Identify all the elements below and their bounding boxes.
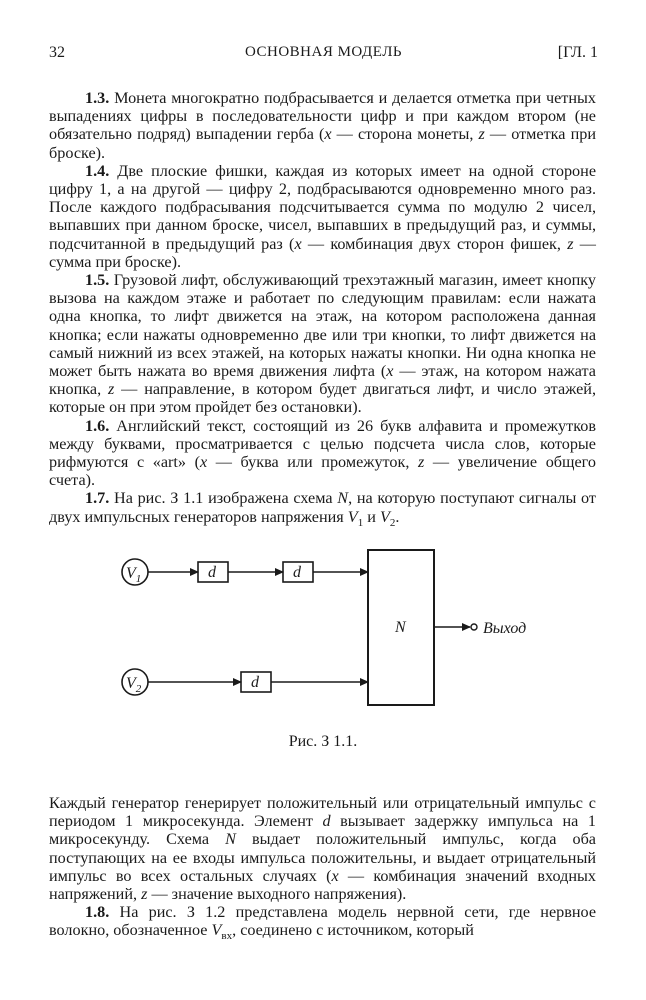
problem-1-7-continued: Каждый генератор генерирует положительный или отрицательный импульс с периодом 1 микросекунда. Элемент d вызывает задержку импульса на 1 микросекунду. Схема N выдает положительный импульс, когда оба поступающих на ее входы импульса положительны, и выдает отрицательный импульс во всех остальных случаях (x — комбинация значений входных напряжений, z — значение выходного напряжения). (49, 794, 596, 904)
text-block-bottom (49, 794, 596, 943)
output-terminal (471, 624, 477, 630)
page-header (49, 44, 598, 66)
output-label: Выход (483, 620, 527, 637)
delay-label: d (251, 674, 259, 691)
delay-label: d (208, 564, 216, 581)
problem-number: 1.6. (85, 416, 110, 435)
figure-caption: Рис. З 1.1. (288, 733, 358, 750)
problem-1-4: 1.4. Две плоские фишки, каждая из которых имеет на одной стороне цифру 1, а на другой — цифру 2, подбрасываются одновременно много раз. После каждого подбрасывания подсчитывается сумма по модулю 2 чисел, выпавших при данном броске, чисел, выпавших в предыдущий раз, и суммы, подсчитанной в предыдущий раз (x — комбинация двух сторон фишек, z — сумма при броске). (49, 161, 596, 271)
delay-label: d (293, 564, 301, 581)
problem-1-5: 1.5. Грузовой лифт, обслуживающий трехэтажный магазин, имеет кнопку вызова на каждом этаже и работает по следующим правилам: если нажата одна кнопка, то лифт движется на этаж, на котором расположена данная кнопка; если нажаты одновременно две или три кнопки, то лифт движется на самый нижний из всех этажей, на которых нажаты кнопки. Ни одна кнопка не может быть нажата во время движения лифта (x — этаж, на котором нажата кнопка, z — направление, в котором будет двигаться лифт, и число этажей, которые он при этом пройдет без остановки). (49, 271, 596, 417)
v2-label: $V_2$ (126, 675, 142, 695)
v1-label: $V_1$ (126, 565, 142, 585)
running-title: ОСНОВНАЯ МОДЕЛЬ (244, 44, 403, 60)
circuit-figure (115, 545, 555, 713)
circuit-diagram (115, 545, 555, 713)
problem-number: 1.3. (85, 89, 110, 107)
problem-1-6: 1.6. Английский текст, состоящий из 26 букв алфавита и промежутков между буквами, просматривается с целью подсчета числа слов, которые рифмуются с «art» (x — буква или промежуток, z — увеличение общего счета). (49, 416, 596, 490)
problem-1-7: 1.7. На рис. З 1.1 изображена схема N, на которую поступают сигналы от двух импульсных генераторов напряжения $V_1$ и $V_2$. (49, 489, 596, 529)
page-number: 32 (49, 44, 65, 61)
problem-number: 1.7. (85, 489, 110, 508)
chapter-marker: [ГЛ. 1 (557, 44, 598, 61)
problem-1-3: 1.3. Монета многократно подбрасывается и делается отметка при четных выпадениях цифры в последовательности цифр и при каждом втором (не обязательно подряд) выпадении герба (x — сторона монеты, z — отметка при броске). (49, 89, 596, 162)
problem-1-8: 1.8. На рис. З 1.2 представлена модель нервной сети, где нервное волокно, обозначенное $V_{вх}$, соединено с источником, который (49, 903, 596, 943)
problem-number: 1.5. (85, 271, 110, 290)
problem-number: 1.8. (85, 903, 110, 922)
text-block-top (49, 89, 596, 529)
problem-number: 1.4. (85, 161, 110, 180)
circuit-n-label: N (395, 619, 406, 636)
